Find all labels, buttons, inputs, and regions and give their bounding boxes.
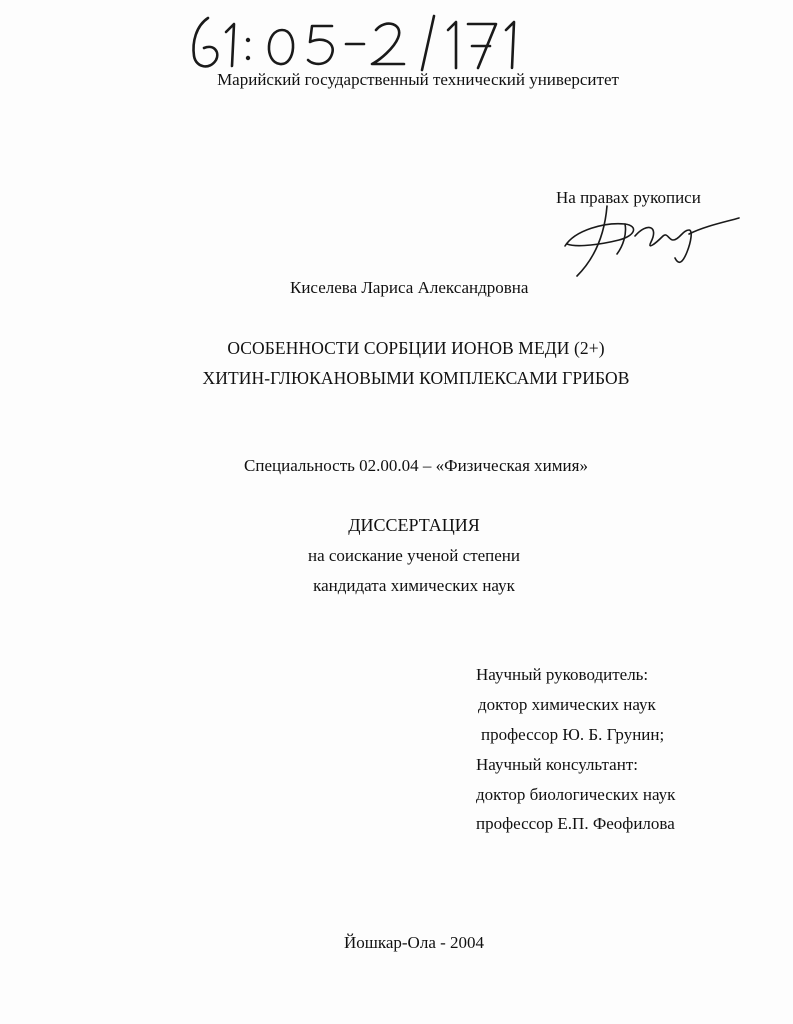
dissertation-title-line-2: ХИТИН-ГЛЮКАНОВЫМИ КОМПЛЕКСАМИ ГРИБОВ: [202, 368, 630, 388]
degree-line-2: кандидата химических наук: [313, 576, 515, 595]
signature: [555, 200, 745, 282]
consultant-label: Научный консультант:: [476, 755, 638, 774]
author-name: Киселева Лариса Александровна: [290, 278, 529, 297]
manuscript-rights-note: На правах рукописи: [556, 188, 701, 207]
handwritten-archive-code: [186, 12, 526, 74]
supervisor-degree: доктор химических наук: [478, 695, 656, 714]
degree-line-1: на соискание ученой степени: [307, 546, 521, 565]
consultant-degree: доктор биологических наук: [476, 785, 676, 804]
dissertation-title-line-1: ОСОБЕННОСТИ СОРБЦИИ ИОНОВ МЕДИ (2+): [227, 338, 605, 358]
consultant-name: профессор Е.П. Феофилова: [476, 814, 675, 833]
specialty: Специальность 02.00.04 – «Физическая химия»: [244, 456, 588, 475]
dissertation-heading: ДИССЕРТАЦИЯ: [348, 515, 480, 535]
place-and-year: Йошкар-Ола - 2004: [343, 933, 485, 952]
supervisor-name: профессор Ю. Б. Грунин;: [481, 725, 665, 744]
university-name: Марийский государственный технический университет: [217, 70, 619, 89]
supervisor-label: Научный руководитель:: [476, 665, 649, 684]
